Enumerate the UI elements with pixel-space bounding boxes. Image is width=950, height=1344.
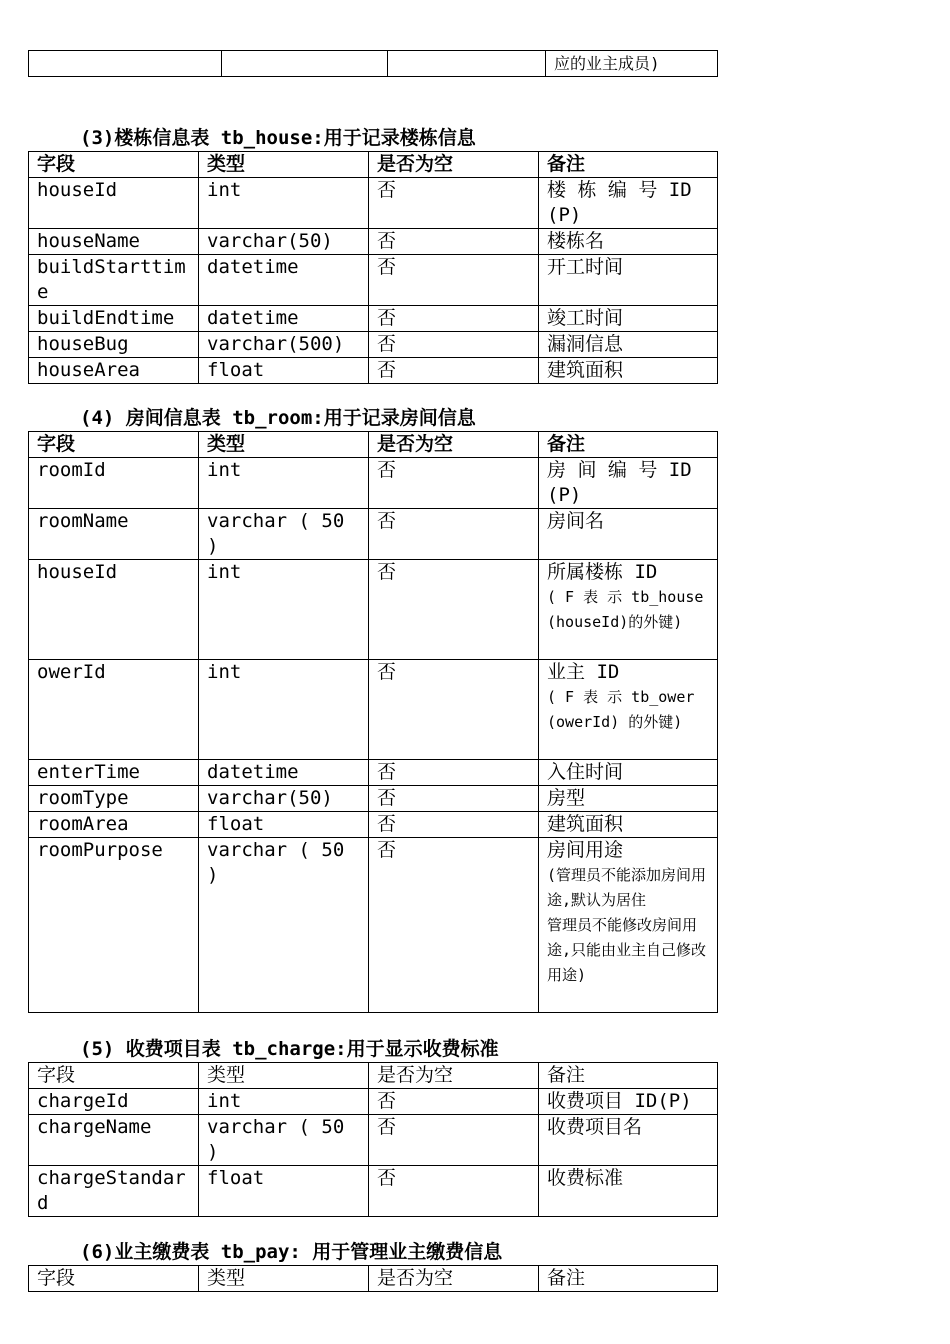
type-cell: varchar ( 50 ) [199, 838, 369, 1013]
table-row [29, 1166, 718, 1217]
type-cell: float [199, 358, 369, 384]
note-main: 房间用途 [547, 839, 624, 861]
type-cell: varchar(500) [199, 332, 369, 358]
note-detail: ( F 表 示 tb_ower(owerId) 的外键) [547, 688, 695, 731]
table-row [29, 838, 718, 1013]
table-row [29, 358, 718, 384]
type-cell: datetime [199, 255, 369, 306]
nullable-cell: 否 [369, 760, 539, 786]
note-cell: 收费标准 [539, 1166, 718, 1217]
nullable-cell: 否 [369, 812, 539, 838]
table-row [29, 660, 718, 760]
note-main: 业主 ID [547, 661, 620, 683]
note-cell [539, 560, 718, 660]
type-cell: varchar ( 50 ) [199, 1115, 369, 1166]
type-cell: int [199, 660, 369, 760]
type-cell: int [199, 1089, 369, 1115]
field-cell: houseBug [29, 332, 199, 358]
nullable-cell: 否 [369, 458, 539, 509]
nullable-cell: 否 [369, 178, 539, 229]
nullable-cell: 否 [369, 786, 539, 812]
nullable-cell: 否 [369, 660, 539, 760]
header-type: 类型 [199, 152, 369, 178]
header-note: 备注 [539, 1063, 718, 1089]
note-cell: 房 间 编 号 ID(P) [539, 458, 718, 509]
nullable-cell: 否 [369, 560, 539, 660]
table-cell [29, 51, 222, 77]
field-cell: chargeStandard [29, 1166, 199, 1217]
header-type: 类型 [199, 1266, 369, 1292]
note-cell: 收费项目名 [539, 1115, 718, 1166]
field-cell: owerId [29, 660, 199, 760]
table-row [29, 229, 718, 255]
table-cell: 应的业主成员) [546, 51, 718, 77]
table-row [29, 332, 718, 358]
field-cell: buildStarttime [29, 255, 199, 306]
note-detail-2: 管理员不能修改房间用途,只能由业主自己修改用途) [547, 916, 707, 984]
field-cell: roomId [29, 458, 199, 509]
section-title-charge: (5) 收费项目表 tb_charge:用于显示收费标准 [80, 1038, 499, 1060]
type-cell: datetime [199, 760, 369, 786]
type-cell: varchar(50) [199, 786, 369, 812]
table-cell [388, 51, 546, 77]
pay-table [28, 1265, 718, 1292]
note-cell: 收费项目 ID(P) [539, 1089, 718, 1115]
nullable-cell: 否 [369, 229, 539, 255]
table-row [29, 255, 718, 306]
previous-table-fragment [28, 50, 718, 77]
table-row [29, 178, 718, 229]
nullable-cell: 否 [369, 358, 539, 384]
nullable-cell: 否 [369, 1089, 539, 1115]
type-cell: int [199, 178, 369, 229]
note-cell: 漏洞信息 [539, 332, 718, 358]
table-header-row [29, 1063, 718, 1089]
type-cell: int [199, 458, 369, 509]
note-cell: 楼栋名 [539, 229, 718, 255]
nullable-cell: 否 [369, 1166, 539, 1217]
table-header-row [29, 152, 718, 178]
nullable-cell: 否 [369, 1115, 539, 1166]
field-cell: roomName [29, 509, 199, 560]
nullable-cell: 否 [369, 332, 539, 358]
note-detail: (管理员不能添加房间用途,默认为居住 [547, 866, 707, 909]
table-row [29, 1115, 718, 1166]
header-note: 备注 [539, 1266, 718, 1292]
type-cell: datetime [199, 306, 369, 332]
note-cell: 楼 栋 编 号 ID(P) [539, 178, 718, 229]
field-cell: houseId [29, 560, 199, 660]
field-cell: houseName [29, 229, 199, 255]
table-row [29, 306, 718, 332]
section-title-house: (3)楼栋信息表 tb_house:用于记录楼栋信息 [80, 127, 476, 149]
header-note: 备注 [539, 432, 718, 458]
charge-table [28, 1062, 718, 1217]
note-cell: 房型 [539, 786, 718, 812]
nullable-cell: 否 [369, 255, 539, 306]
note-cell [539, 838, 718, 1013]
room-table [28, 431, 718, 1013]
header-field: 字段 [29, 152, 199, 178]
table-header-row [29, 432, 718, 458]
nullable-cell: 否 [369, 838, 539, 1013]
field-cell: roomPurpose [29, 838, 199, 1013]
type-cell: varchar(50) [199, 229, 369, 255]
house-table [28, 151, 718, 384]
field-cell: chargeName [29, 1115, 199, 1166]
table-row [29, 1089, 718, 1115]
header-nullable: 是否为空 [369, 152, 539, 178]
note-cell: 房间名 [539, 509, 718, 560]
header-type: 类型 [199, 432, 369, 458]
header-nullable: 是否为空 [369, 432, 539, 458]
note-cell: 竣工时间 [539, 306, 718, 332]
type-cell: varchar ( 50 ) [199, 509, 369, 560]
nullable-cell: 否 [369, 306, 539, 332]
field-cell: roomType [29, 786, 199, 812]
table-row [29, 560, 718, 660]
table-row [29, 509, 718, 560]
field-cell: buildEndtime [29, 306, 199, 332]
table-row [29, 760, 718, 786]
field-cell: houseId [29, 178, 199, 229]
type-cell: float [199, 1166, 369, 1217]
nullable-cell: 否 [369, 509, 539, 560]
header-field: 字段 [29, 432, 199, 458]
header-field: 字段 [29, 1266, 199, 1292]
table-row [29, 786, 718, 812]
field-cell: roomArea [29, 812, 199, 838]
table-row [29, 458, 718, 509]
header-type: 类型 [199, 1063, 369, 1089]
type-cell: int [199, 560, 369, 660]
header-note: 备注 [539, 152, 718, 178]
note-detail: ( F 表 示 tb_house(houseId)的外键) [547, 588, 704, 631]
table-row [29, 812, 718, 838]
table-cell [222, 51, 388, 77]
header-field: 字段 [29, 1063, 199, 1089]
field-cell: houseArea [29, 358, 199, 384]
field-cell: chargeId [29, 1089, 199, 1115]
note-cell: 入住时间 [539, 760, 718, 786]
section-title-room: (4) 房间信息表 tb_room:用于记录房间信息 [80, 407, 476, 429]
header-nullable: 是否为空 [369, 1063, 539, 1089]
note-cell [539, 660, 718, 760]
note-cell: 建筑面积 [539, 812, 718, 838]
note-cell: 建筑面积 [539, 358, 718, 384]
section-title-pay: (6)业主缴费表 tb_pay: 用于管理业主缴费信息 [80, 1241, 503, 1263]
note-main: 所属楼栋 ID [547, 561, 658, 583]
header-nullable: 是否为空 [369, 1266, 539, 1292]
type-cell: float [199, 812, 369, 838]
note-cell: 开工时间 [539, 255, 718, 306]
table-header-row [29, 1266, 718, 1292]
field-cell: enterTime [29, 760, 199, 786]
